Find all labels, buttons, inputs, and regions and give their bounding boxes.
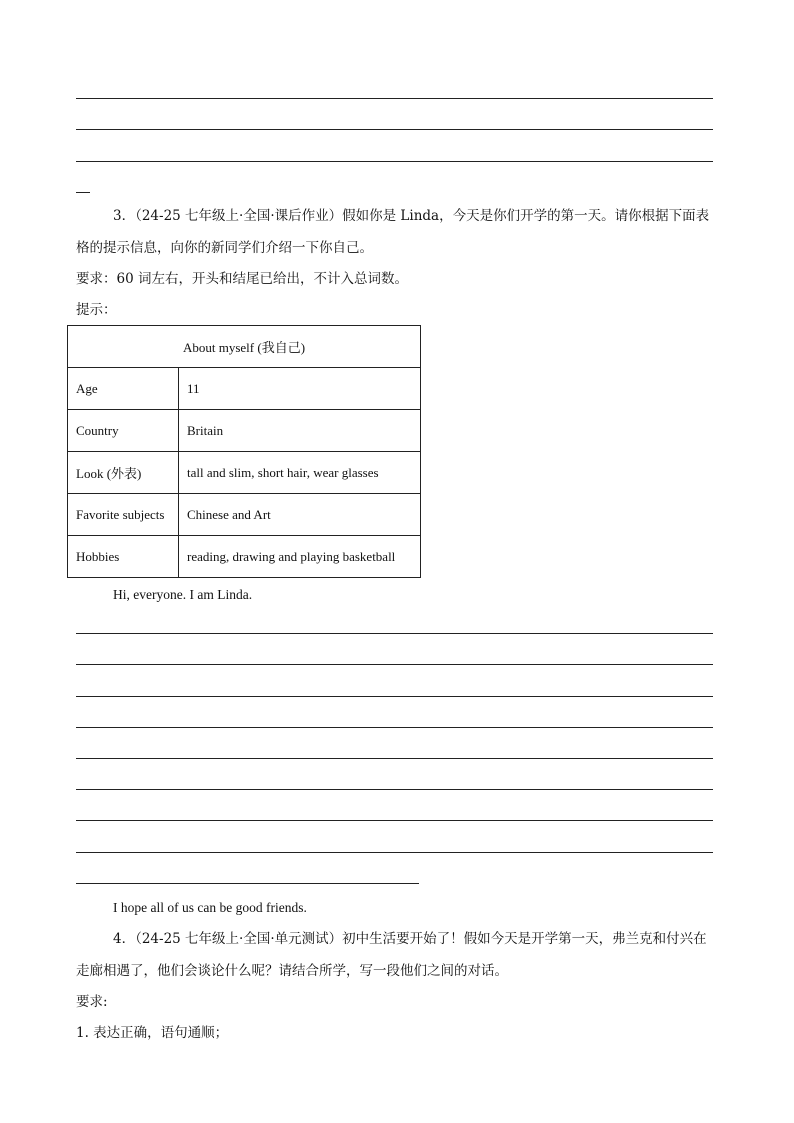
writing-line[interactable] xyxy=(76,727,713,728)
row-value: reading, drawing and playing basketball xyxy=(179,536,421,578)
row-value: 11 xyxy=(179,368,421,410)
table-row xyxy=(68,368,421,410)
essay-opening: Hi, everyone. I am Linda. xyxy=(113,587,253,602)
writing-line[interactable] xyxy=(76,758,713,759)
row-value: Chinese and Art xyxy=(179,494,421,536)
writing-line[interactable] xyxy=(76,820,713,821)
writing-line[interactable] xyxy=(76,633,713,634)
q4-requirement-1: 1. 表达正确，语句通顺； xyxy=(76,1025,229,1041)
q3-prompt-line1: 3．（24-25 七年级上·全国·课后作业）假如你是 Linda，今天是你们开学的第一天。请你根据下面表 xyxy=(113,208,710,224)
essay-closing: I hope all of us can be good friends. xyxy=(113,900,307,915)
answer-line[interactable] xyxy=(76,129,713,130)
answer-line[interactable] xyxy=(76,98,713,99)
table-row xyxy=(68,494,421,536)
row-label: Favorite subjects xyxy=(68,494,179,536)
row-label: Hobbies xyxy=(68,536,179,578)
table-row xyxy=(68,452,421,494)
q3-hint-label: 提示： xyxy=(76,302,117,318)
writing-line-short[interactable] xyxy=(76,883,419,884)
answer-line-end xyxy=(76,192,90,193)
q4-prompt-line2: 走廊相遇了，他们会谈论什么呢？请结合所学，写一段他们之间的对话。 xyxy=(76,963,508,979)
table-row xyxy=(68,536,421,578)
writing-line[interactable] xyxy=(76,852,713,853)
row-value: Britain xyxy=(179,410,421,452)
writing-line[interactable] xyxy=(76,696,713,697)
table-row xyxy=(68,410,421,452)
row-label: Look (外表) xyxy=(68,452,179,494)
q4-requirement-label: 要求: xyxy=(76,994,108,1010)
q4-prompt-line1: 4．（24-25 七年级上·全国·单元测试）初中生活要开始了！假如今天是开学第一天，弗兰克和付兴在 xyxy=(113,931,707,947)
q3-prompt-line2: 格的提示信息，向你的新同学们介绍一下你自己。 xyxy=(76,240,373,256)
writing-line[interactable] xyxy=(76,664,713,665)
row-value: tall and slim, short hair, wear glasses xyxy=(179,452,421,494)
answer-line[interactable] xyxy=(76,161,713,162)
info-table xyxy=(67,325,421,578)
row-label: Country xyxy=(68,410,179,452)
table-title: About myself (我自己) xyxy=(68,326,421,368)
q3-requirement: 要求：60 词左右，开头和结尾已给出，不计入总词数。 xyxy=(76,271,408,287)
writing-line[interactable] xyxy=(76,789,713,790)
table-title-row xyxy=(68,326,421,368)
row-label: Age xyxy=(68,368,179,410)
